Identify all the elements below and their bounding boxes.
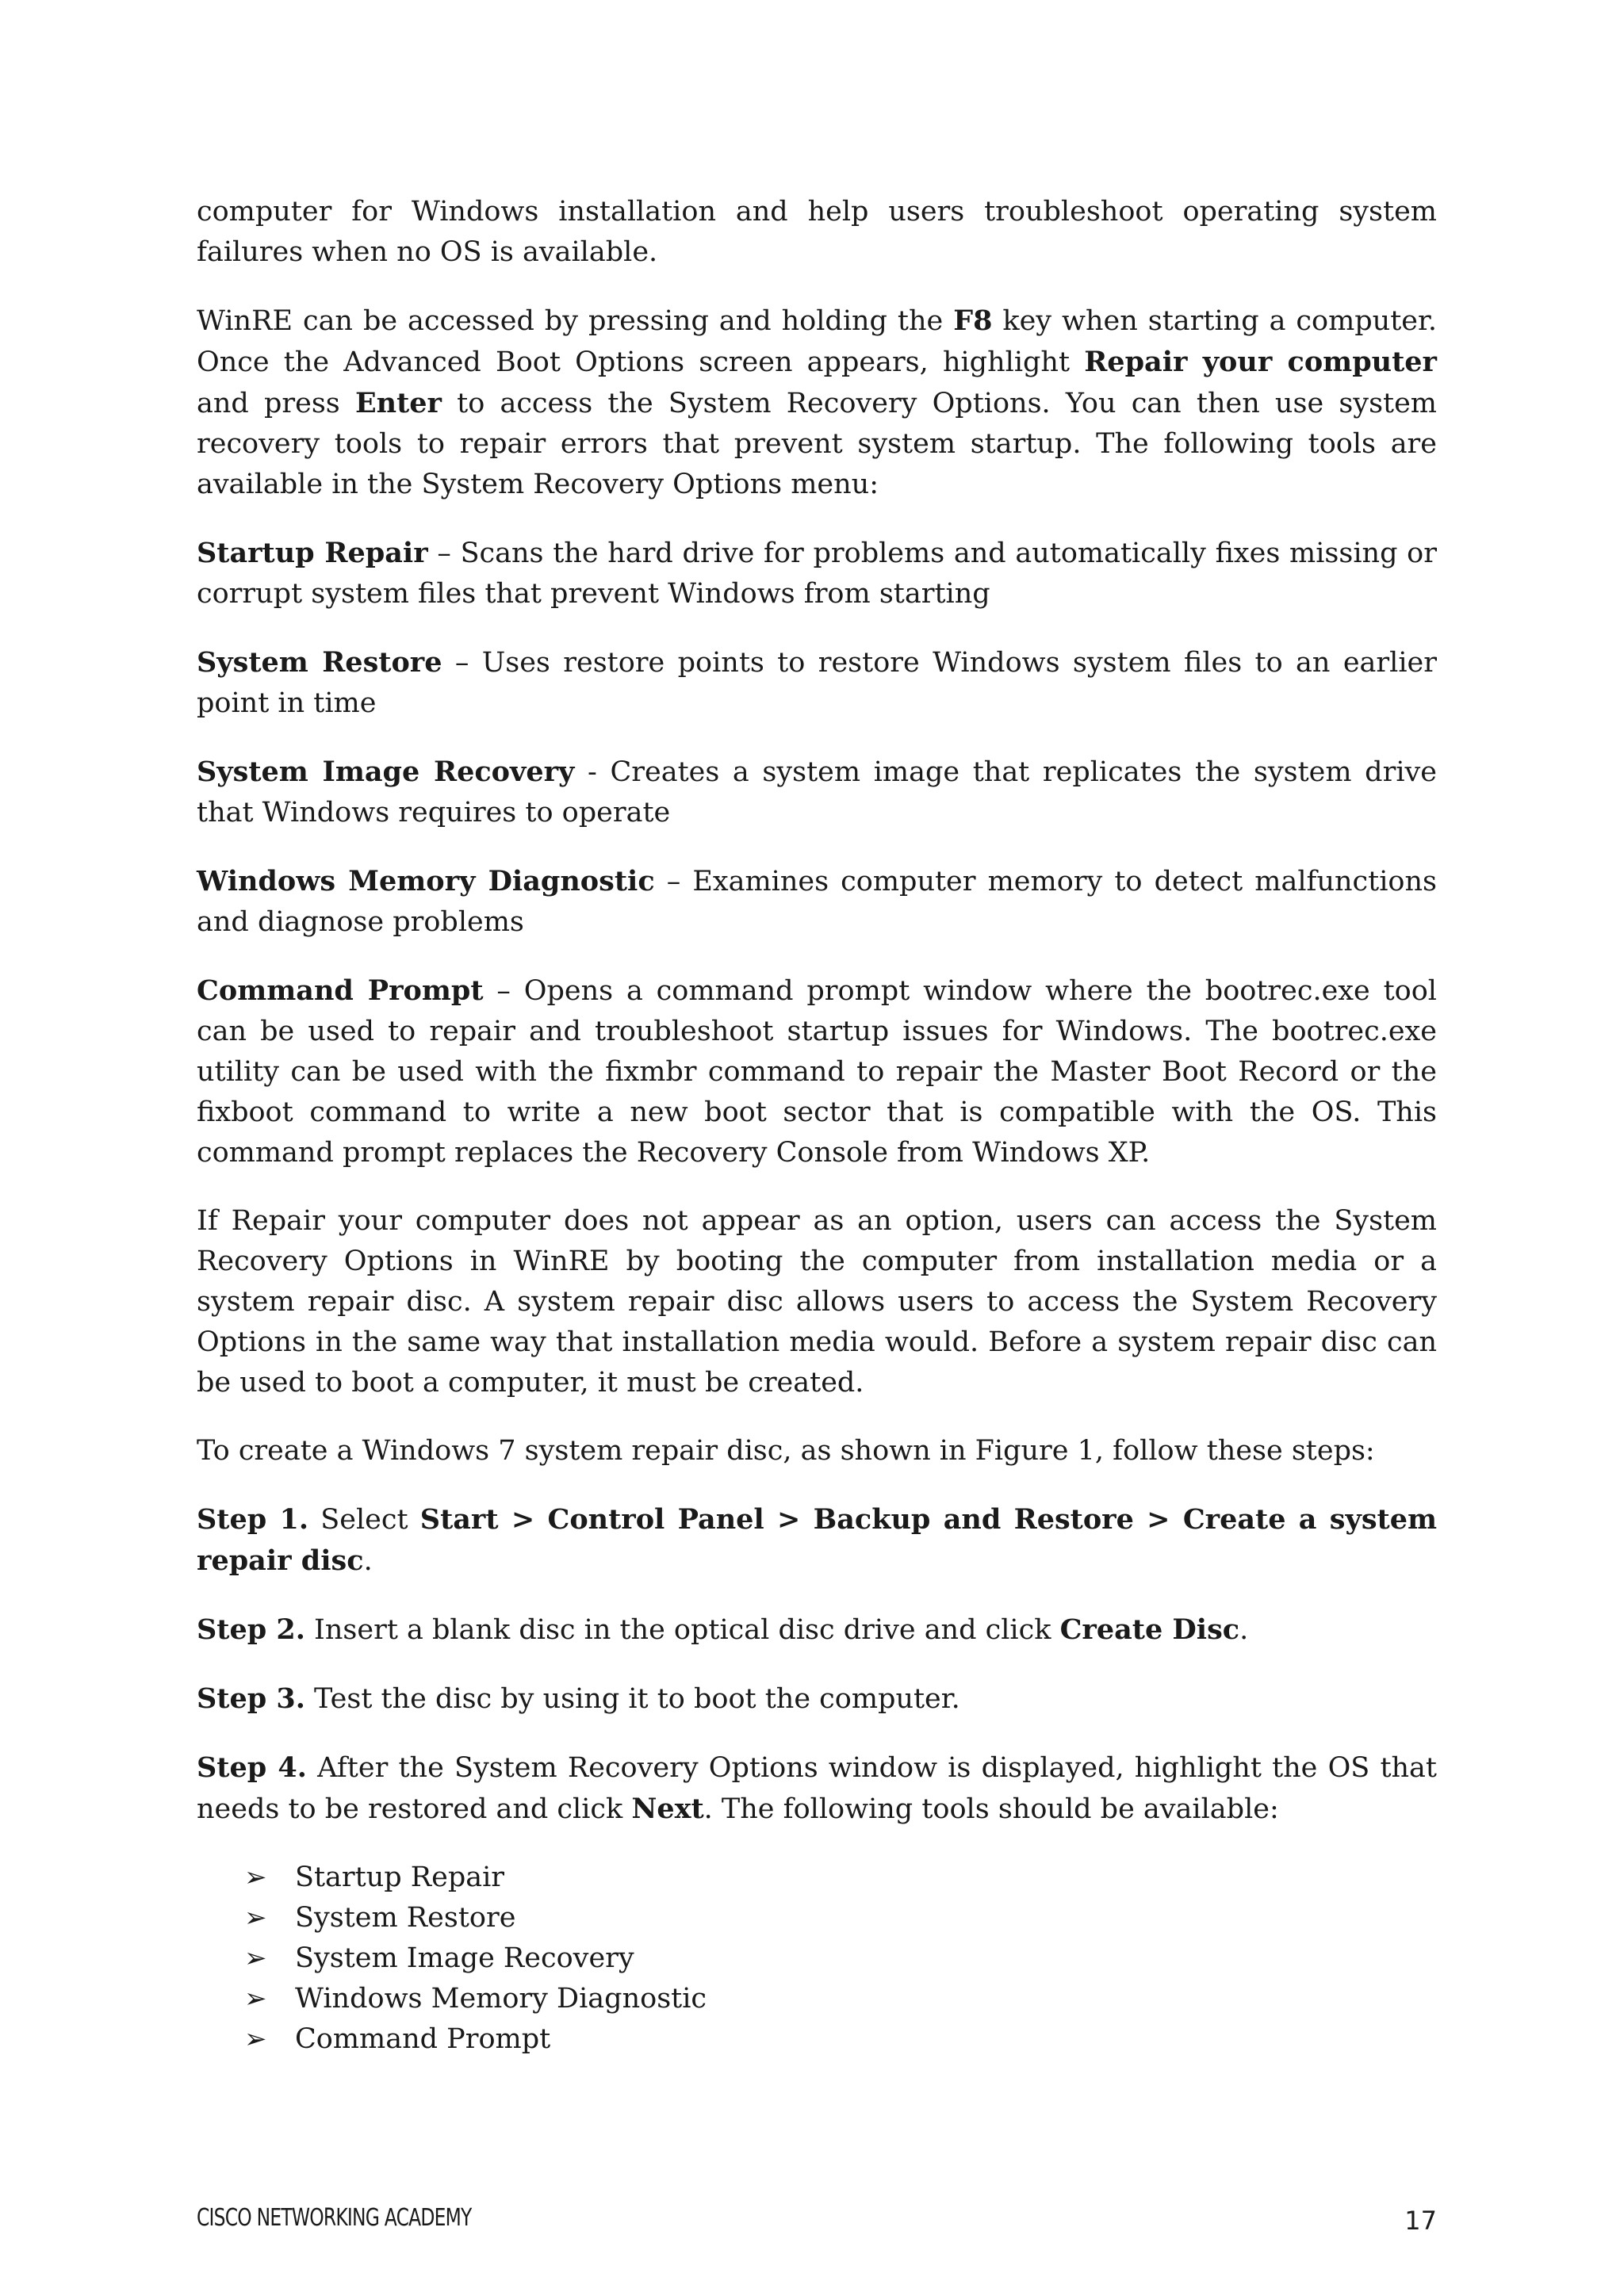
repair-option: Repair your computer (1084, 346, 1438, 378)
definition-term: System Restore (197, 646, 442, 679)
step-4 (197, 1747, 1437, 1830)
text-run: After the System Recovery Options window is displayed, highlight the OS that needs to be restored and click (197, 1752, 1437, 1825)
definition-command-prompt (197, 970, 1437, 1173)
menu-path: Start > Control Panel > Backup and Restore > Create a system repair disc (197, 1503, 1437, 1577)
page-body (197, 192, 1437, 2060)
definition-text: – Uses restore points to restore Windows system files to an earlier point in time (197, 647, 1437, 719)
definition-system-restore (197, 642, 1437, 724)
intro-paragraph: computer for Windows installation and help users troubleshoot operating system failures when no OS is available. (197, 196, 1437, 268)
text-run: Test the disc by using it to boot the computer. (304, 1683, 960, 1715)
repair-disc-paragraph: If Repair your computer does not appear as an option, users can access the System Recovery Options in WinRE by booting the computer from installation media or a system repair disc. A system repair disc allows users to access the System Recovery Options in the same way that installation media would. Before a system repair disc can be used to boot a computer, it must be created. (197, 1205, 1437, 1399)
list-item (244, 2019, 1437, 2060)
arrow-bullet-icon: ➢ (244, 1942, 267, 1974)
list-item-label: Windows Memory Diagnostic (295, 1983, 707, 2015)
step-2 (197, 1609, 1437, 1651)
arrow-bullet-icon: ➢ (244, 1983, 267, 2015)
definition-text: – Scans the hard drive for problems and automatically fixes missing or corrupt system files that prevent Windows from starting (197, 538, 1437, 610)
definition-system-image-recovery (197, 752, 1437, 833)
text-run: . (1239, 1614, 1249, 1646)
step-1 (197, 1499, 1437, 1582)
step-label: Step 1. (197, 1503, 309, 1536)
text-run: Select (308, 1504, 420, 1536)
page-number: 17 (1404, 2206, 1437, 2236)
definition-text: – Examines computer memory to detect malfunctions and diagnose problems (197, 866, 1437, 938)
create-disc-label: Create Disc (1059, 1613, 1240, 1646)
list-item (244, 1938, 1437, 1979)
arrow-bullet-icon: ➢ (244, 2023, 267, 2055)
next-label: Next (631, 1793, 704, 1825)
step-label: Step 3. (197, 1682, 305, 1715)
list-item (244, 1898, 1437, 1938)
text-run: and press (197, 388, 355, 419)
list-item (244, 1979, 1437, 2019)
tools-list (197, 1858, 1437, 2060)
list-item-label: System Image Recovery (295, 1942, 634, 1974)
key-f8: F8 (953, 304, 993, 337)
definition-text: - Creates a system image that replicates the system drive that Windows requires to operate (197, 756, 1438, 828)
text-run: . The following tools should be available: (703, 1793, 1279, 1825)
footer-academy-name: CISCO NETWORKING ACADEMY (197, 2204, 472, 2232)
definition-term: Startup Repair (197, 537, 428, 569)
create-disc-intro: To create a Windows 7 system repair disc, as shown in Figure 1, follow these steps: (197, 1435, 1375, 1467)
text-run: WinRE can be accessed by pressing and holding the (197, 305, 954, 337)
arrow-bullet-icon: ➢ (244, 1862, 267, 1893)
text-run: to access the System Recovery Options. You can then use system recovery tools to repair errors that prevent system startup. The following tools are available in the System Recovery Options menu: (197, 388, 1437, 500)
definition-memory-diagnostic (197, 861, 1437, 943)
definition-term: Command Prompt (197, 974, 484, 1007)
definition-term: System Image Recovery (197, 756, 575, 788)
list-item-label: Startup Repair (295, 1862, 505, 1893)
step-label: Step 4. (197, 1751, 307, 1784)
definition-term: Windows Memory Diagnostic (197, 865, 655, 897)
list-item-label: Command Prompt (295, 2023, 551, 2055)
definition-text: – Opens a command prompt window where the bootrec.exe tool can be used to repair and troubleshoot startup issues for Windows. The bootrec.exe utility can be used with the fixmbr command to repair the Master Boot Record or the fixboot command to write a new boot sector that is compatible with the OS. This command prompt replaces the Recovery Console from Windows XP. (197, 975, 1437, 1169)
text-run: Insert a blank disc in the optical disc drive and click (304, 1614, 1060, 1646)
definition-startup-repair (197, 533, 1437, 614)
key-enter: Enter (354, 387, 442, 419)
list-item (244, 1858, 1437, 1898)
step-label: Step 2. (197, 1613, 305, 1646)
text-run: . (363, 1545, 373, 1577)
list-item-label: System Restore (295, 1902, 516, 1934)
text-run: key when starting a computer. Once the Advanced Boot Options screen appears, highlight (197, 305, 1437, 378)
step-3 (197, 1678, 1437, 1720)
winre-access-paragraph (197, 300, 1437, 505)
arrow-bullet-icon: ➢ (244, 1902, 267, 1934)
